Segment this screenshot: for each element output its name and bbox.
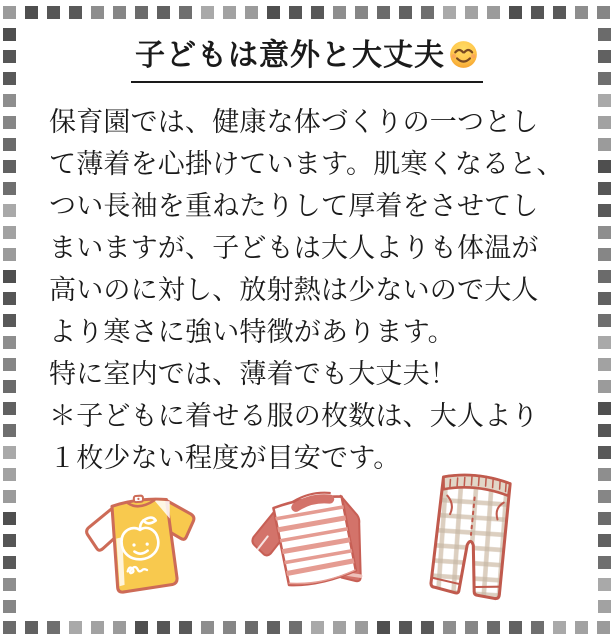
body-line: ＊子どもに着せる服の枚数は、大人より (49, 401, 539, 431)
plaid-pants-illustration (419, 464, 527, 606)
border-square (267, 621, 280, 634)
border-square (598, 204, 611, 217)
border-square (157, 621, 170, 634)
border-square (598, 270, 611, 283)
border-square (3, 204, 16, 217)
page-title (0, 30, 614, 83)
yellow-tshirt-illustration (74, 482, 208, 606)
border-square (135, 621, 148, 634)
border-square (3, 270, 16, 283)
border-square (3, 468, 16, 481)
border-square (135, 6, 148, 19)
border-square (598, 534, 611, 547)
border-square (598, 380, 611, 393)
smiling-face-emoji-icon (448, 39, 479, 70)
border-square (598, 402, 611, 415)
border-square (3, 160, 16, 173)
border-square (3, 6, 16, 19)
border-square (333, 6, 346, 19)
border-square (179, 621, 192, 634)
border-square (3, 94, 16, 107)
border-square (598, 182, 611, 195)
border-square (598, 116, 611, 129)
border-square (3, 446, 16, 459)
border-square (509, 6, 522, 19)
border-square (597, 621, 610, 634)
border-square (3, 490, 16, 503)
border-square (3, 314, 16, 327)
border-square (598, 94, 611, 107)
border-square (289, 621, 302, 634)
border-square (598, 468, 611, 481)
border-square (3, 358, 16, 371)
title-underline-wrap (131, 30, 483, 83)
body-line: 特に室内では、薄着でも大丈夫！ (49, 359, 457, 389)
border-square (598, 600, 611, 613)
border-square (598, 490, 611, 503)
border-square (289, 6, 302, 19)
border-square (25, 6, 38, 19)
border-square (201, 6, 214, 19)
border-square (91, 621, 104, 634)
border-square (3, 534, 16, 547)
border-square (553, 621, 566, 634)
border-square (223, 621, 236, 634)
striped-long-sleeve-shirt-illustration (241, 476, 369, 604)
border-square (3, 556, 16, 569)
border-square (598, 446, 611, 459)
border-square (443, 621, 456, 634)
border-square (223, 6, 236, 19)
border-square (113, 621, 126, 634)
border-square (598, 226, 611, 239)
body-text (49, 101, 564, 479)
border-square (3, 248, 16, 261)
border-square (443, 6, 456, 19)
border-square (553, 6, 566, 19)
border-square (399, 621, 412, 634)
border-square (575, 6, 588, 19)
border-square (69, 621, 82, 634)
body-line: １枚少ない程度が目安です。 (49, 443, 401, 473)
border-square (598, 248, 611, 261)
body-line: 高いのに対し、放射熱は少ないので大人 (49, 275, 539, 305)
border-square (245, 6, 258, 19)
border-square (598, 314, 611, 327)
border-square (3, 182, 16, 195)
border-square (3, 600, 16, 613)
border-square (3, 116, 16, 129)
border-square (531, 621, 544, 634)
border-square (311, 6, 324, 19)
border-square (531, 6, 544, 19)
border-square (487, 6, 500, 19)
border-square (377, 621, 390, 634)
body-line: 保育園では、健康な体づくりの一つとし (49, 107, 539, 137)
body-line: つい長袖を重ねたりして厚着をさせてし (49, 191, 539, 221)
body-line: て薄着を心掛けています。肌寒くなると、 (49, 149, 564, 179)
border-square (3, 138, 16, 151)
border-square (598, 336, 611, 349)
border-square (91, 6, 104, 19)
border-square (487, 621, 500, 634)
border-square (399, 6, 412, 19)
border-square (465, 6, 478, 19)
border-square (201, 621, 214, 634)
border-square (598, 556, 611, 569)
border-square (598, 512, 611, 525)
border-square (179, 6, 192, 19)
border-square (598, 424, 611, 437)
border-square (421, 6, 434, 19)
border-square (113, 6, 126, 19)
title-text: 子どもは意外と大丈夫 (135, 39, 445, 72)
border-square (355, 621, 368, 634)
body-line: より寒さに強い特徴があります。 (49, 317, 455, 347)
border-square (3, 292, 16, 305)
border-square (421, 621, 434, 634)
border-square (3, 621, 16, 634)
border-square (3, 226, 16, 239)
border-square (245, 621, 258, 634)
border-square (598, 578, 611, 591)
border-square (3, 578, 16, 591)
border-square (465, 621, 478, 634)
border-square (377, 6, 390, 19)
border-square (355, 6, 368, 19)
border-square (598, 160, 611, 173)
border-square (575, 621, 588, 634)
border-square (598, 138, 611, 151)
border-square (598, 292, 611, 305)
body-line: まいますが、子どもは大人よりも体温が (49, 233, 539, 263)
border-square (69, 6, 82, 19)
border-square (597, 6, 610, 19)
border-square (3, 336, 16, 349)
border-square (509, 621, 522, 634)
border-square (311, 621, 324, 634)
border-square (47, 621, 60, 634)
border-square (3, 380, 16, 393)
border-square (3, 402, 16, 415)
border-square (598, 358, 611, 371)
border-square (333, 621, 346, 634)
border-square (157, 6, 170, 19)
border-square (47, 6, 60, 19)
border-square (3, 424, 16, 437)
border-square (3, 512, 16, 525)
border-square (25, 621, 38, 634)
border-square (267, 6, 280, 19)
